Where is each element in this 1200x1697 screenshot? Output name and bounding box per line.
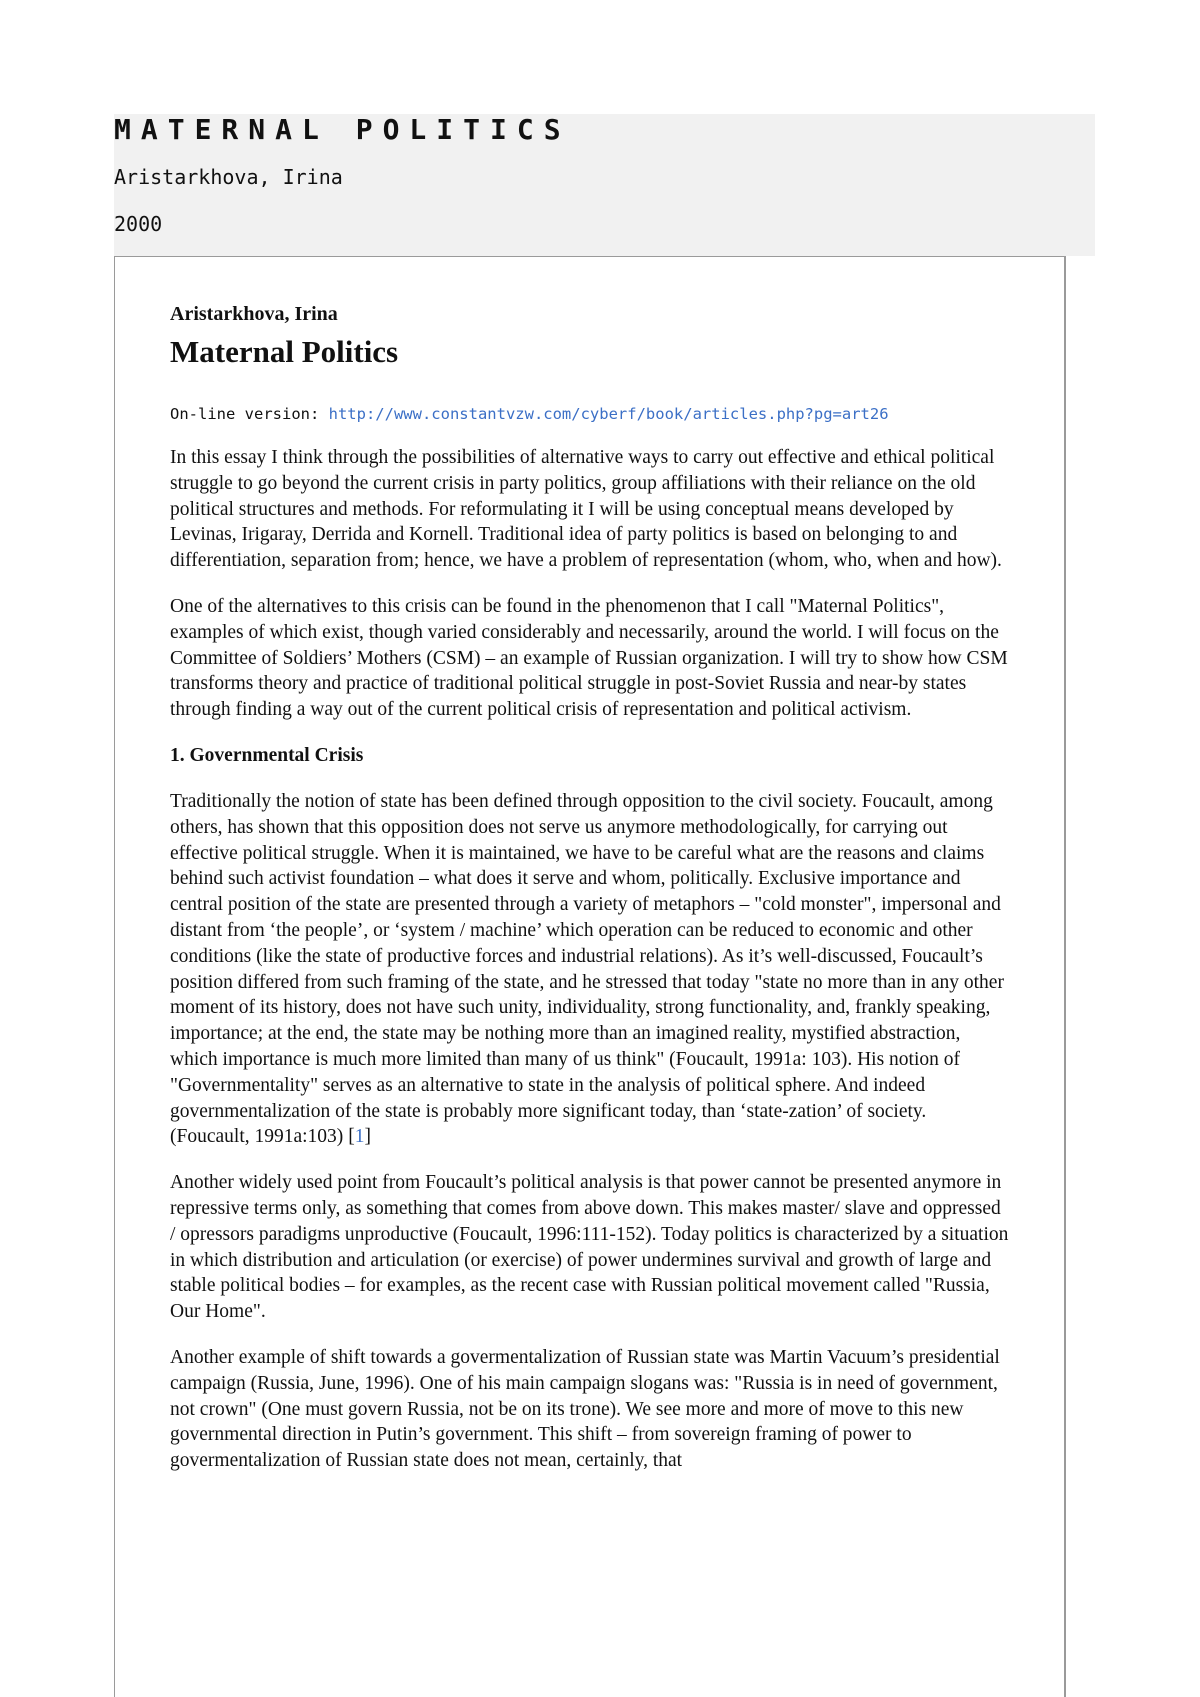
document-author: Aristarkhova, Irina	[114, 165, 343, 189]
paragraph-campaign: Another example of shift towards a govermentalization of Russian state was Martin Vacuum’s presidential campaign (Russia, June, 1996). One of his main campaign slogans was: "Russia is in need of government, not crown" (One must govern Russia, not be on its trone). We see more and more of move to this new governmental direction in Putin’s government. This shift – from sovereign framing of power to govermentalization of Russian state does not mean, certainly, that	[170, 1346, 1000, 1472]
article-byline: Aristarkhova, Irina	[170, 303, 338, 325]
section-heading-governmental-crisis: 1. Governmental Crisis	[170, 744, 364, 766]
footnote-bracket-close: ]	[364, 1126, 371, 1148]
online-version-link[interactable]: http://www.constantvzw.com/cyberf/book/articles.php?pg=art26	[328, 405, 889, 423]
online-version-label: On-line version:	[170, 405, 329, 423]
paragraph-power: Another widely used point from Foucault’s political analysis is that power cannot be presented anymore in repressive terms only, as something that comes from above down. This makes master/ slave and oppressed / opressors paradigms unproductive (Foucault, 1996:111-152). Today politics is characterized by a situation in which distribution and articulation (or exercise) of power undermines survival and growth of large and stable political bodies – for examples, as the recent case with Russian political movement called "Russia, Our Home".	[170, 1172, 1009, 1323]
document-header	[114, 114, 1095, 256]
paragraph-maternal-politics: One of the alternatives to this crisis can be found in the phenomenon that I call "Maternal Politics", examples of which exist, though varied considerably and necessarily, around the world. I will focus on the Committee of Soldiers’ Mothers (CSM) – an example of Russian organization. I will try to show how CSM transforms theory and practice of traditional political struggle in post-Soviet Russia and near-by states through finding a way out of the current political crisis of representation and political activism.	[170, 595, 1008, 721]
paragraph-intro: In this essay I think through the possibilities of alternative ways to carry out effective and ethical political struggle to go beyond the current crisis in party politics, group affiliations with their reliance on the old political structures and methods. For reformulating it I will be using conceptual means developed by Levinas, Irigaray, Derrida and Kornell. Traditional idea of party politics is based on belonging to and differentiation, separation from; hence, we have a problem of representation (whom, who, when and how).	[170, 447, 1002, 572]
paragraph-governmentality	[170, 789, 1010, 1150]
footnote-link-1[interactable]: 1	[354, 1126, 365, 1148]
document-title: MATERNAL POLITICS	[114, 113, 571, 146]
online-version-line	[170, 403, 1010, 425]
document-year: 2000	[114, 212, 163, 236]
footnote-bracket-open: [	[348, 1126, 355, 1148]
article-title: Maternal Politics	[170, 334, 399, 369]
article-body	[170, 301, 1010, 1474]
article-frame	[114, 256, 1066, 1697]
paragraph-governmentality-text: Traditionally the notion of state has been defined through opposition to the civil society. Foucault, among others, has shown that this opposition does not serve us anymore methodologically, for carrying out effective political struggle. When it is maintained, we have to be careful what are the reasons and claims behind such activist foundation – what does it serve and whom, politically. Exclusive importance and central position of the state are presented through a variety of metaphors – "cold monster", impersonal and distant from ‘the people’, or ‘system / machine’ which operation can be reduced to economic and other conditions (like the state of productive forces and industrial relations). As it’s well-discussed, Foucault’s position differed from such framing of the state, and he stressed that today "state no more than in any other moment of its history, does not have such unity, individuality, strong functionality, and, frankly speaking, importance; at the end, the state may be nothing more than an imagined reality, mystified abstraction, which importance is much more limited than many of us think" (Foucault, 1991a: 103). His notion of "Governmentality" serves as an alternative to state in the analysis of political sphere. And indeed governmentalization of the state is probably more significant today, than ‘state-zation’ of society. (Foucault, 1991a:103)	[170, 790, 1004, 1148]
